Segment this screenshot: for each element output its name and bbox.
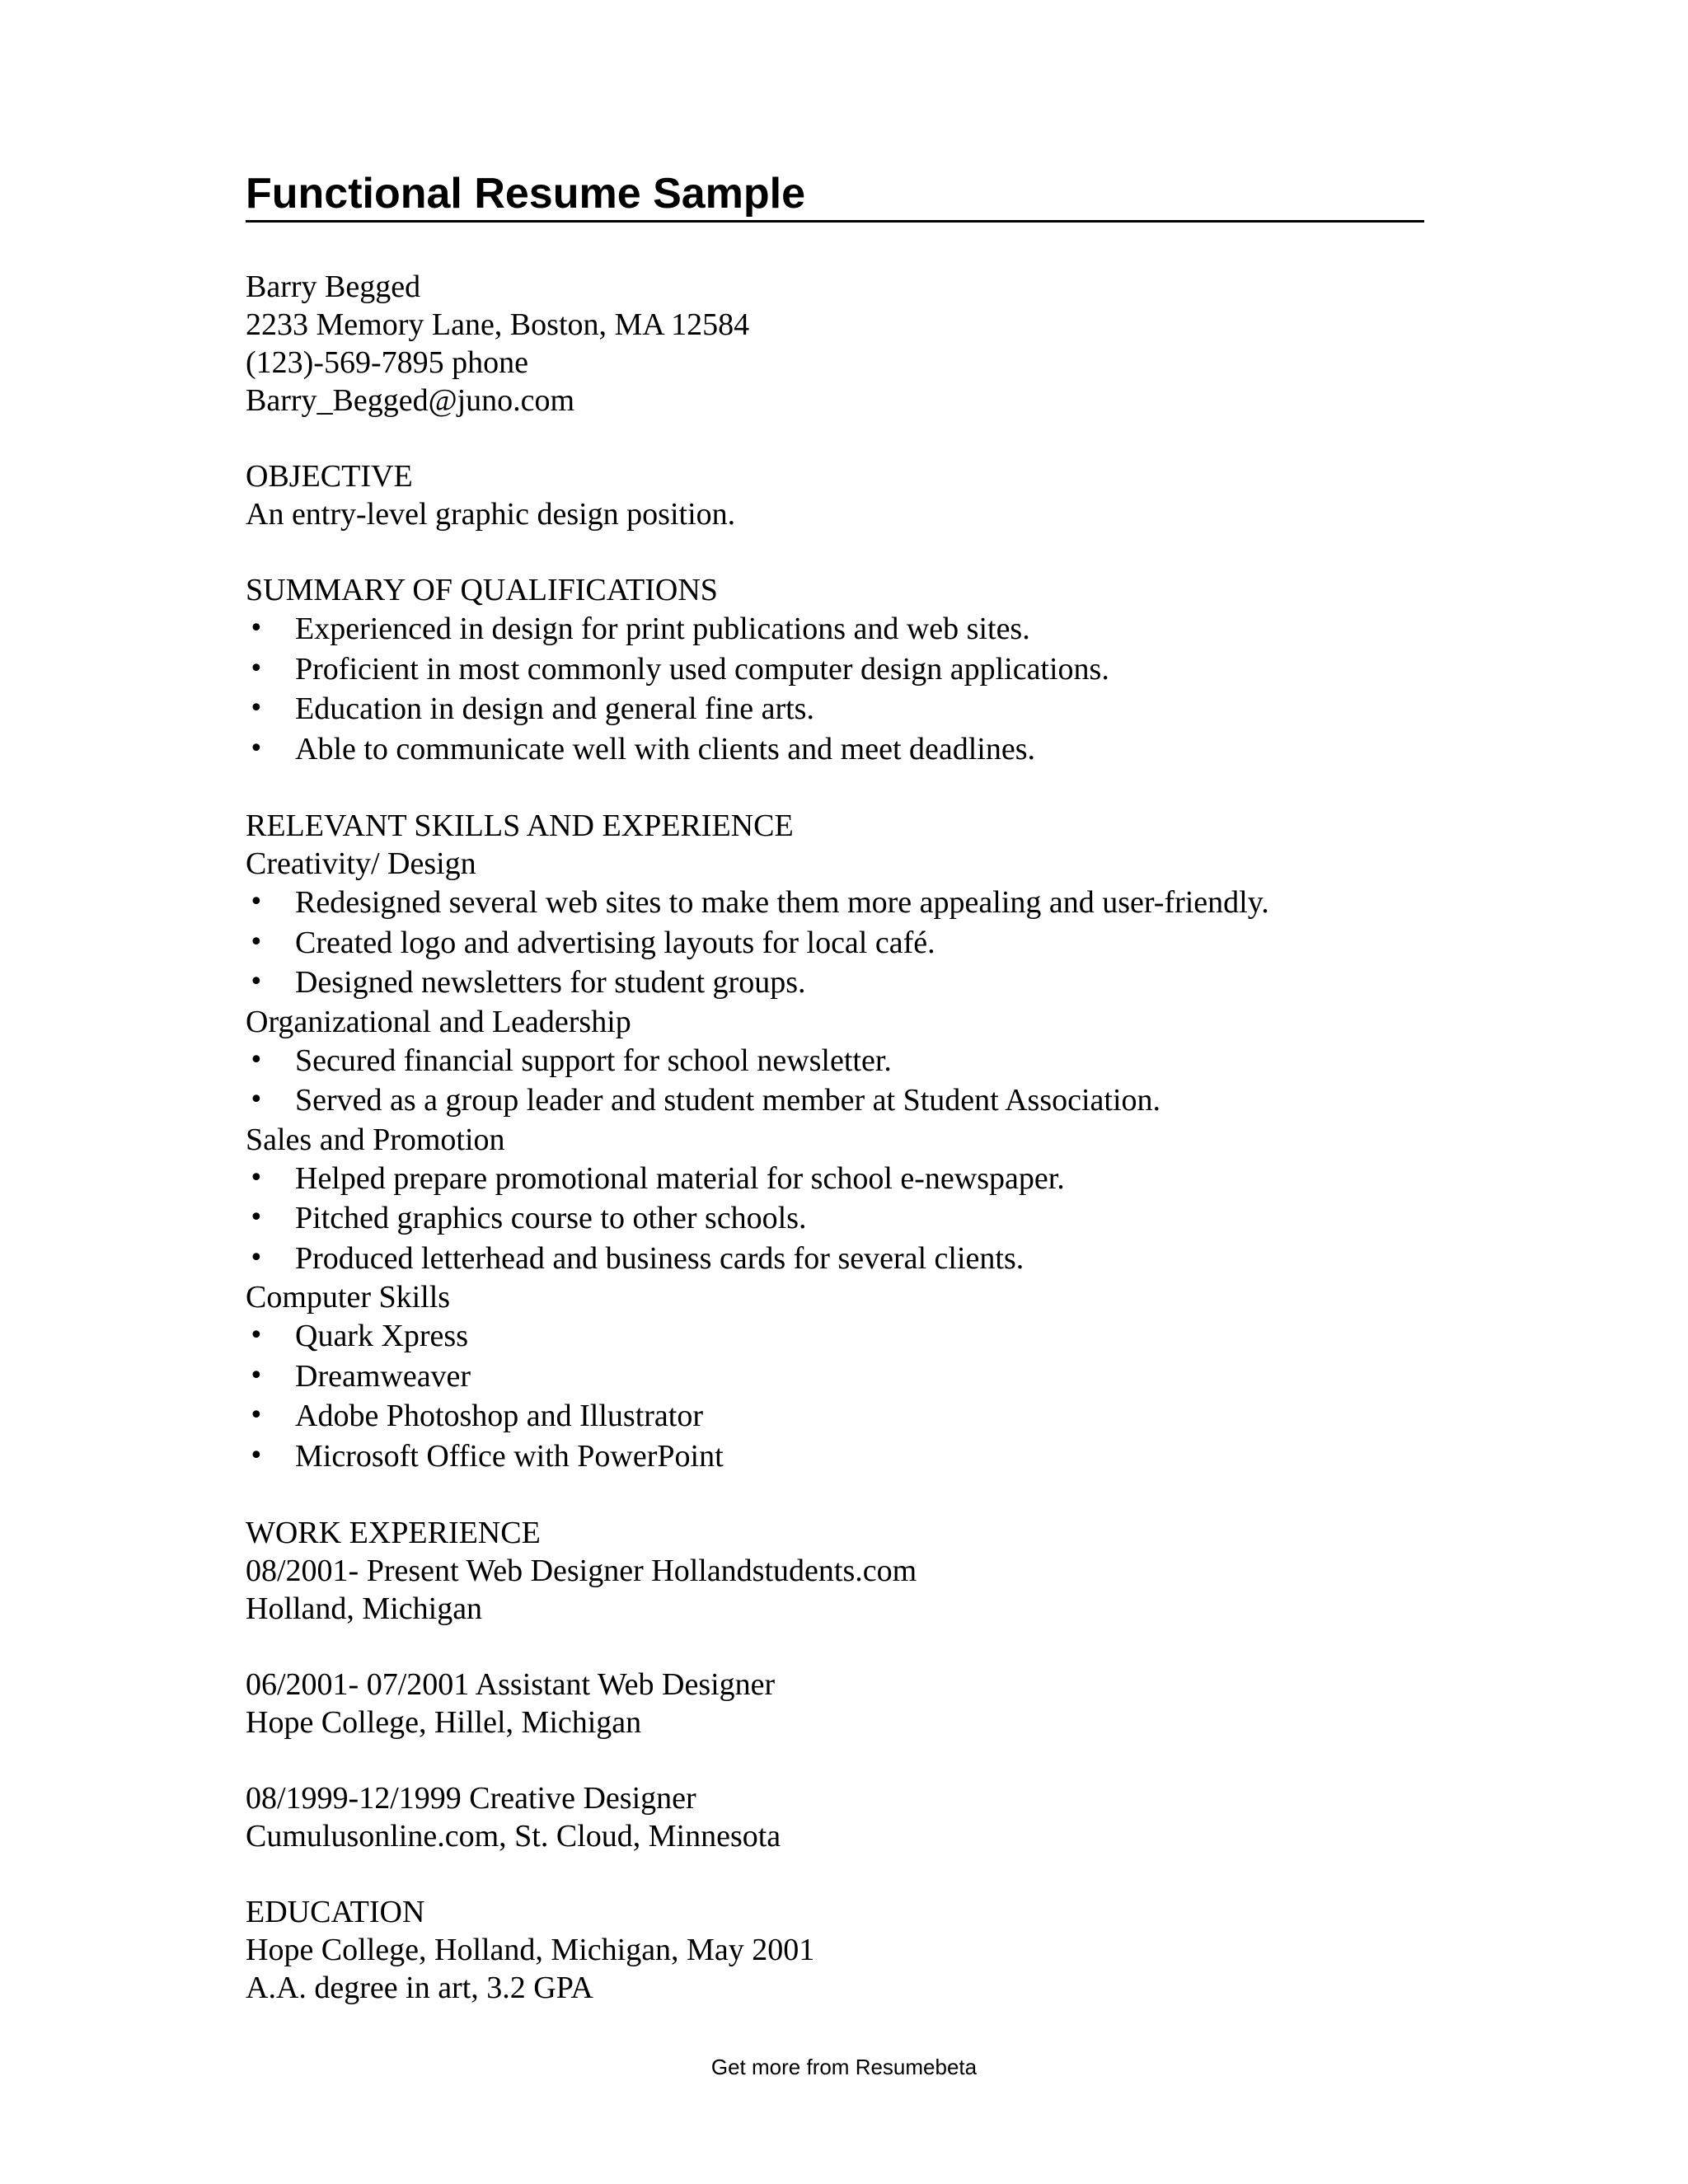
- bullet-icon: •: [249, 927, 264, 957]
- job-title-line: 06/2001- 07/2001 Assistant Web Designer: [246, 1667, 776, 1702]
- contact-email: Barry_Begged@juno.com: [246, 383, 575, 418]
- bullet-icon: •: [249, 888, 264, 916]
- contact-phone: (123)-569-7895 phone: [246, 345, 528, 380]
- job-location-line: Holland, Michigan: [246, 1591, 483, 1626]
- education-heading: EDUCATION: [246, 1895, 425, 1929]
- page-title: Functional Resume Sample: [246, 169, 1424, 223]
- objective-heading: OBJECTIVE: [246, 459, 413, 494]
- list-item: • Experienced in design for print publications and web sites.: [246, 609, 1424, 649]
- list-item: • Microsoft Office with PowerPoint: [246, 1436, 1424, 1477]
- skill-group-list: [246, 1316, 1424, 1476]
- bullet-icon: •: [249, 694, 264, 723]
- list-item: • Dreamweaver: [246, 1357, 1424, 1397]
- bullet-icon: •: [249, 1203, 264, 1232]
- bullet-icon: •: [249, 1321, 264, 1350]
- skill-group-list: [246, 883, 1424, 1003]
- bullet-icon: •: [249, 1243, 264, 1272]
- skill-group-list: [246, 1159, 1424, 1279]
- skills-heading: RELEVANT SKILLS AND EXPERIENCE: [246, 808, 794, 843]
- list-item: • Created logo and advertising layouts for local café.: [246, 923, 1424, 963]
- objective-text: An entry-level graphic design position.: [246, 497, 736, 532]
- job-title-line: 08/2001- Present Web Designer Hollandstudents.com: [246, 1554, 917, 1588]
- job-location-line: Cumulusonline.com, St. Cloud, Minnesota: [246, 1819, 781, 1854]
- list-item: • Adobe Photoshop and Illustrator: [246, 1396, 1424, 1436]
- skill-group-title: Creativity/ Design: [246, 846, 476, 881]
- bullet-icon: •: [249, 1163, 264, 1193]
- list-item: • Helped prepare promotional material for school e-newspaper.: [246, 1159, 1424, 1199]
- work-heading: WORK EXPERIENCE: [246, 1516, 541, 1550]
- list-item: • Proficient in most commonly used computer design applications.: [246, 649, 1424, 690]
- bullet-icon: •: [249, 1045, 264, 1075]
- footer-link[interactable]: Get more from Resumebeta: [710, 2055, 978, 2079]
- bullet-icon: •: [249, 733, 264, 763]
- list-item: • Education in design and general fine arts.: [246, 689, 1424, 729]
- list-item: • Quark Xpress: [246, 1316, 1424, 1357]
- summary-list: [246, 609, 1424, 769]
- list-item: • Designed newsletters for student groups.: [246, 963, 1424, 1003]
- list-item: • Secured financial support for school newsletter.: [246, 1041, 1424, 1081]
- list-item: • Redesigned several web sites to make them more appealing and user-friendly.: [246, 883, 1424, 923]
- job-title-line: 08/1999-12/1999 Creative Designer: [246, 1781, 696, 1816]
- list-item: • Pitched graphics course to other schools.: [246, 1198, 1424, 1239]
- list-item: • Served as a group leader and student member at Student Association.: [246, 1080, 1424, 1121]
- education-degree: A.A. degree in art, 3.2 GPA: [246, 1971, 593, 2005]
- contact-name: Barry Begged: [246, 269, 421, 304]
- contact-address: 2233 Memory Lane, Boston, MA 12584: [246, 307, 750, 342]
- job-location-line: Hope College, Hillel, Michigan: [246, 1705, 642, 1740]
- bullet-icon: •: [249, 614, 264, 643]
- bullet-icon: •: [249, 1361, 264, 1390]
- list-item: • Produced letterhead and business cards for several clients.: [246, 1239, 1424, 1279]
- skill-group-list: [246, 1041, 1424, 1121]
- bullet-icon: •: [249, 1441, 264, 1470]
- bullet-icon: •: [249, 968, 264, 996]
- summary-heading: SUMMARY OF QUALIFICATIONS: [246, 573, 718, 607]
- skill-group-title: Computer Skills: [246, 1280, 451, 1315]
- bullet-icon: •: [249, 654, 264, 683]
- skill-group-title: Sales and Promotion: [246, 1122, 505, 1157]
- resume-content: [246, 268, 1424, 2007]
- bullet-icon: •: [249, 1401, 264, 1430]
- education-school: Hope College, Holland, Michigan, May 2001: [246, 1933, 815, 1967]
- bullet-icon: •: [249, 1085, 264, 1114]
- list-item: • Able to communicate well with clients and meet deadlines.: [246, 729, 1424, 770]
- skill-group-title: Organizational and Leadership: [246, 1004, 631, 1039]
